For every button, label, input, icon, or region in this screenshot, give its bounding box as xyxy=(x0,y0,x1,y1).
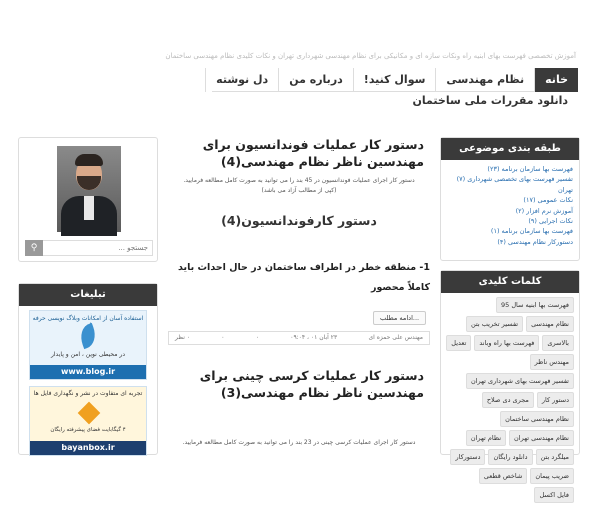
post-1 xyxy=(168,136,430,196)
post-title[interactable]: دستور کار عملیات فوندانسیون برای مهندسین ناظر نظام مهندسی(4) xyxy=(202,137,424,169)
tag-link[interactable]: میلگرد بتن xyxy=(536,449,574,465)
nav-item-about[interactable]: درباره من xyxy=(278,68,353,92)
tag-link[interactable]: نظام مهندسی تهران xyxy=(509,430,574,446)
tag-link[interactable]: دستورکار xyxy=(450,449,485,465)
nav-item-engineering[interactable]: نظام مهندسی xyxy=(435,68,534,92)
tag-link[interactable]: دانلود رایگان xyxy=(488,449,532,465)
category-link[interactable]: نکات اجرایی (۹) xyxy=(528,217,573,226)
ads-title: تبلیغات xyxy=(19,284,157,306)
post-meta-bar xyxy=(168,331,430,345)
category-list xyxy=(441,160,579,251)
post-excerpt: دستور کار اجرای عملیات فوندانسیون در 45 بند را می توانید به صورت کامل مطالعه فرمایید. xyxy=(183,177,415,184)
post-excerpt: دستور کار اجرای عملیات کرسی چینی در 23 بند را می توانید به صورت کامل مطالعه فرمایید. xyxy=(182,439,416,446)
tag-link[interactable]: تعدیل xyxy=(446,335,471,351)
category-link[interactable]: دستورکار نظام مهندسی (۴) xyxy=(497,237,573,246)
box-icon xyxy=(78,402,101,425)
tag-link[interactable]: دستور کار xyxy=(537,392,574,408)
categories-widget xyxy=(440,137,580,261)
post-excerpt-note: (کپی از مطالب آزاد می باشد) xyxy=(261,187,337,194)
tag-link[interactable]: فهرست بها راه وباند xyxy=(474,335,539,351)
bayanbox-ad-tagline: ۴ گیگابایت فضای پیشرفته رایگان xyxy=(50,427,126,433)
post-1-meta xyxy=(168,331,430,345)
tag-link[interactable]: نظام مهندسی xyxy=(526,316,574,332)
category-link[interactable]: تهران xyxy=(558,185,573,194)
bayanbox-ad-headline: تجربه ای متفاوت در نشر و نگهداری فایل ها xyxy=(33,390,143,397)
search-bar xyxy=(25,240,153,256)
tag-link[interactable]: تفسیر تخریب بتن xyxy=(466,316,523,332)
tag-link[interactable]: مجری دی صلاح xyxy=(482,392,534,408)
profile-widget xyxy=(18,137,158,262)
main-nav xyxy=(212,68,578,92)
blog-ad-headline: استفاده آسان از امکانات وبلاگ نویسی حرفه xyxy=(32,315,144,322)
category-link[interactable]: فهرست بها سازمان برنامه (۲۳) xyxy=(487,165,573,173)
post-body-text: 1- منطقه خطر در اطراف ساختمان در حال احداث باید کاملاً محصور xyxy=(178,262,430,293)
category-link[interactable]: آموزش نرم افزار (۲) xyxy=(515,206,573,215)
tag-link[interactable]: مهندس ناظر xyxy=(530,354,574,370)
categories-title: طبقه بندی موضوعی xyxy=(441,138,579,160)
site-tagline: آموزش تخصصی فهرست بهای ابنیه راه ونکات سازه ای و مکانیکی برای نظام مهندسی شهرداری تهران و نکات کلیدی نظام مهندسی ساختمان xyxy=(165,52,576,60)
post-1-body xyxy=(168,213,430,228)
post-title[interactable]: دستور کار عملیات کرسی چینی برای مهندسین ناظر نظام مهندسی(3) xyxy=(199,368,424,400)
post-1-more-row xyxy=(168,305,430,325)
post-2 xyxy=(168,367,430,401)
nav-item-notes[interactable]: دل نوشته xyxy=(205,68,278,92)
tag-link[interactable]: تفسیر فهرست بهای شهرداری تهران xyxy=(466,373,574,389)
post-comments-count: ۰ xyxy=(255,334,259,341)
tag-cloud xyxy=(441,293,579,507)
post-comment-link[interactable]: ۰ نظر xyxy=(175,334,191,341)
blog-ad-tagline: در محیطی نوین ، امن و پایدار xyxy=(50,351,125,358)
category-link[interactable]: فهرست بها سازمان برنامه (۱) xyxy=(490,227,573,236)
post-1-content xyxy=(168,258,430,298)
tags-widget xyxy=(440,270,580,499)
tag-link[interactable]: شاخص قطعی xyxy=(479,468,527,484)
nav-item-download-regulations[interactable]: دانلود مقررات ملی ساختمان xyxy=(412,94,568,107)
tag-link[interactable]: ضریب پیمان xyxy=(530,468,574,484)
nav-item-ask[interactable]: سوال کنید! xyxy=(353,68,436,92)
tag-link[interactable]: بالاسری xyxy=(542,335,574,351)
blog-ad-domain: www.blog.ir xyxy=(30,365,146,379)
post-subheading: دستور کارفوندانسیون(4) xyxy=(221,213,377,228)
category-link[interactable]: تفسیر فهرست بهای تخصصی شهرداری (۷) xyxy=(456,175,573,184)
post-author[interactable]: مهندس علی حمزه ای xyxy=(368,334,423,341)
post-date: ۲۳ آبان ۰۱ ، ۰۹:۰۴ xyxy=(290,334,338,341)
post-views-count: ۰ xyxy=(221,334,225,341)
tag-link[interactable]: نظام تهران xyxy=(466,430,506,446)
bayanbox-ad-banner[interactable] xyxy=(29,386,147,456)
ads-widget xyxy=(18,283,158,455)
tags-title: کلمات کلیدی xyxy=(441,271,579,293)
tag-link[interactable]: نظام مهندسی ساختمان xyxy=(500,411,574,427)
nav-item-home[interactable]: خانه xyxy=(534,68,578,92)
read-more-button[interactable]: ادامه مطلب... xyxy=(373,311,426,325)
tag-link[interactable]: فهرست بها ابنیه سال 95 xyxy=(496,297,574,313)
bayanbox-ad-domain: bayanbox.ir xyxy=(30,441,146,455)
author-avatar xyxy=(57,146,121,232)
search-input[interactable] xyxy=(43,240,153,256)
category-link[interactable]: نکات عمومی (۱۷) xyxy=(523,196,573,205)
search-icon[interactable]: ⚲ xyxy=(25,240,43,256)
post-2-excerpt-wrap xyxy=(168,438,430,448)
blog-ad-banner[interactable] xyxy=(29,310,147,380)
tag-link[interactable]: فایل اکسل xyxy=(534,487,574,503)
